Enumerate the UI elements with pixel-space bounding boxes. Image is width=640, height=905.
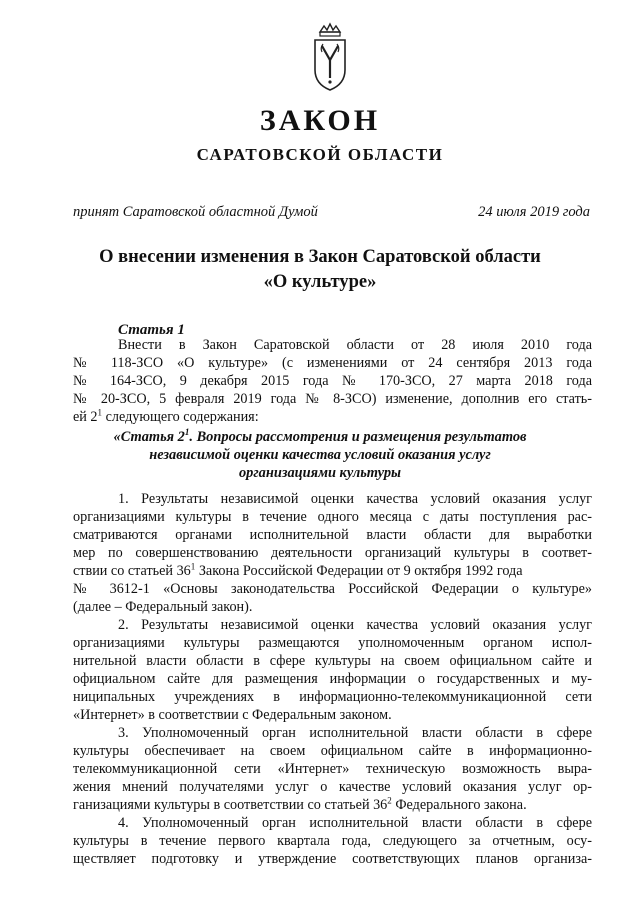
region-title: САРАТОВСКОЙ ОБЛАСТИ bbox=[196, 145, 444, 164]
document-title-line: «О культуре» bbox=[263, 272, 377, 292]
article-1-heading: Статья 1 bbox=[118, 322, 185, 338]
law-title: ЗАКОН bbox=[259, 104, 381, 137]
superscript: 2 bbox=[387, 795, 392, 806]
text-line: 4. Уполномоченный орган исполнительной власти области в сфере bbox=[118, 815, 592, 831]
text-line: телекоммуникационной сети «Интернет» техническую возможность выра- bbox=[73, 761, 592, 777]
superscript: 1 bbox=[190, 561, 196, 572]
article-2-1-heading bbox=[0, 428, 640, 446]
text-line bbox=[73, 562, 592, 580]
text-fragment: ганизациями культуры в соответствии со статьей 36 bbox=[73, 797, 388, 813]
adopted-by: принят Саратовской областной Думой bbox=[73, 204, 318, 220]
article-2-1-heading-line: независимой оценки качества условий оказания услуг bbox=[149, 447, 491, 463]
text-line: № 20-ЗСО, 5 февраля 2019 года № 8-ЗСО) изменение, дополнив его стать- bbox=[73, 391, 592, 407]
text-line: (далее – Федеральный закон). bbox=[73, 599, 253, 615]
text-fragment: ей 2 bbox=[73, 409, 98, 425]
text-fragment: Закона Российской Федерации от 9 октября 1992 года bbox=[195, 563, 523, 579]
document-title bbox=[40, 245, 600, 295]
text-line: Внести в Закон Саратовской области от 28 июля 2010 года bbox=[118, 337, 592, 353]
text-line: 1. Результаты независимой оценки качества условий оказания услуг bbox=[118, 491, 592, 507]
heading-fragment: . Вопросы рассмотрения и размещения результатов bbox=[189, 429, 527, 445]
text-line: № 118-ЗСО «О культуре» (с изменениями от 24 сентября 2013 года bbox=[73, 355, 592, 371]
superscript: 1 bbox=[97, 407, 103, 418]
text-line: организациями культуры размещаются уполномоченным органом испол- bbox=[73, 635, 592, 651]
text-fragment: следующего содержания: bbox=[102, 409, 259, 425]
text-line: 3. Уполномоченный орган исполнительной власти области в сфере bbox=[118, 725, 592, 741]
text-line: ниципальных учреждениях в информационно-телекоммуникационной сети bbox=[73, 689, 592, 705]
adopted-date: 24 июля 2019 года bbox=[478, 204, 590, 220]
text-line: мер по совершенствованию деятельности организаций культуры в соответ- bbox=[73, 545, 592, 561]
text-line: № 3612-1 «Основы законодательства Российской Федерации о культуре» bbox=[73, 581, 592, 597]
text-line bbox=[73, 408, 592, 426]
text-line: «Интернет» в соответствии с Федеральным законом. bbox=[73, 707, 392, 723]
text-line: организациями культуры в течение одного месяца с даты поступления рас- bbox=[73, 509, 592, 525]
text-line: культуры в течение первого квартала года, следующего за отчетным, осу- bbox=[73, 833, 592, 849]
text-fragment: Федерального закона. bbox=[391, 797, 527, 813]
text-line: ществляет подготовку и утверждение соответствующих планов организа- bbox=[73, 851, 592, 867]
text-line bbox=[73, 796, 592, 814]
text-line: № 164-ЗСО, 9 декабря 2015 года № 170-ЗСО, 27 марта 2018 года bbox=[73, 373, 592, 389]
text-line: сматриваются органами исполнительной власти области для выработки bbox=[73, 527, 592, 543]
document-title-line: О внесении изменения в Закон Саратовской области bbox=[99, 247, 541, 267]
text-fragment: ствии со статьей 36 bbox=[73, 563, 191, 579]
coat-of-arms-icon bbox=[310, 22, 350, 92]
text-line: нительной власти области в сфере культуры на своем официальном сайте и bbox=[73, 653, 592, 669]
superscript: 1 bbox=[184, 427, 190, 438]
text-line: 2. Результаты независимой оценки качества условий оказания услуг bbox=[118, 617, 592, 633]
text-line: жения мнений получателями услуг о качестве условий оказания услуг ор- bbox=[73, 779, 592, 795]
text-line: культуры обеспечивает на своем официальном сайте в информационно- bbox=[73, 743, 592, 759]
heading-fragment: «Статья 2 bbox=[113, 429, 185, 445]
text-line: официальном сайте для размещения информации о государственных и му- bbox=[73, 671, 592, 687]
article-2-1-heading-line: организациями культуры bbox=[238, 465, 402, 481]
